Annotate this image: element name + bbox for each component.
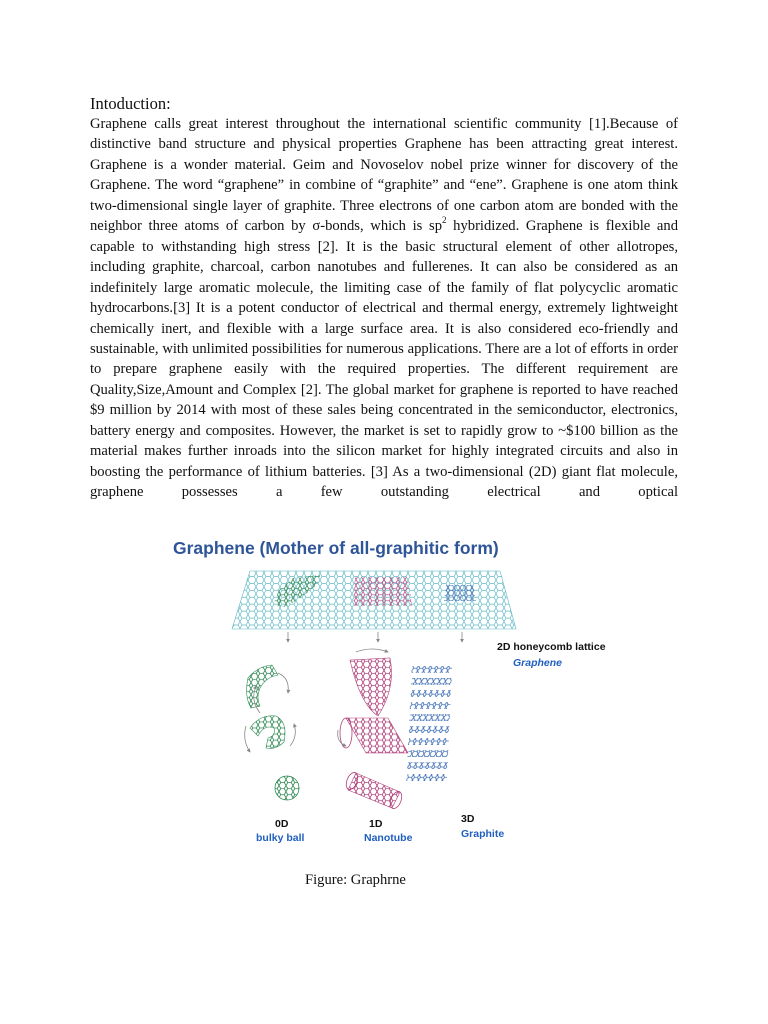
zero-d-structures bbox=[245, 665, 299, 800]
three-d-structures bbox=[406, 666, 452, 781]
section-heading: Intoduction: bbox=[90, 94, 171, 113]
sigma-symbol: σ bbox=[312, 218, 321, 235]
label-0d: 0D bbox=[275, 818, 289, 830]
label-graphite: Graphite bbox=[461, 828, 505, 840]
paragraph-part-2: -bonds, which is sp bbox=[320, 218, 443, 235]
superscript-2: 2 bbox=[442, 215, 447, 226]
paragraph-part-1: Graphene calls great interest throughout the international scientific community [1].Because of distinctive band structure and physical properties Graphene has been attracting great interest. Graphene is a wonder material. Geim and Novoselov nobel prize winner for discovery of the Graphene. The word “graphene” in combine of “graphite” and “ene”. Graphene is one atom think two-dimensional single layer of graphite. Three electrons of one carbon atom are bonded with the neighbor three atoms of carbon by bbox=[90, 116, 678, 235]
label-bulky-ball: bulky ball bbox=[256, 832, 305, 844]
graphene-figure bbox=[160, 528, 606, 860]
label-1d: 1D bbox=[369, 818, 383, 830]
lattice-sublabel: Graphene bbox=[513, 657, 563, 669]
sheet-arrows bbox=[288, 632, 462, 642]
figure-caption: Figure: Graphrne bbox=[305, 872, 406, 888]
label-nanotube: Nanotube bbox=[364, 832, 413, 844]
one-d-structures bbox=[338, 649, 408, 810]
paragraph-part-3: hybridized. Graphene is flexible and capable to withstanding high stress [2]. It is the basic structural element of other allotropes, including graphite, charcoal, carbon nanotubes and fullerenes. It can also be considered as an indefinitely large aromatic molecule, the limiting case of the family of flat polycyclic aromatic hydrocarbons.[3] It is a potent conductor of electrical and thermal energy, extremely lightweight chemically inert, and flexible with a large surface area. It is also considered eco-friendly and sustainable, with unlimited possibilities for numerous applications. There are a lot of efforts in order to prepare graphene easily with the required properties. The different requirement are Quality,Size,Amount and Complex [2]. The global market for graphene is reported to have reached $9 million by 2014 with most of these sales being concentrated in the semiconductor, electronics, battery energy and composites. However, the market is set to rapidly grow to ~$100 billion as the material makes further inroads into the silicon market for highly integrated circuits and also in boosting the performance of lithium batteries. [3] As a two-dimensional (2D) giant flat molecule, graphene possesses a few outstanding electrical and optical bbox=[90, 218, 679, 501]
lattice-label: 2D honeycomb lattice bbox=[497, 641, 606, 653]
label-3d: 3D bbox=[461, 813, 475, 825]
body-paragraph bbox=[90, 114, 678, 503]
figure-title: Graphene (Mother of all-graphitic form) bbox=[173, 538, 499, 558]
graphene-sheet bbox=[232, 571, 516, 629]
